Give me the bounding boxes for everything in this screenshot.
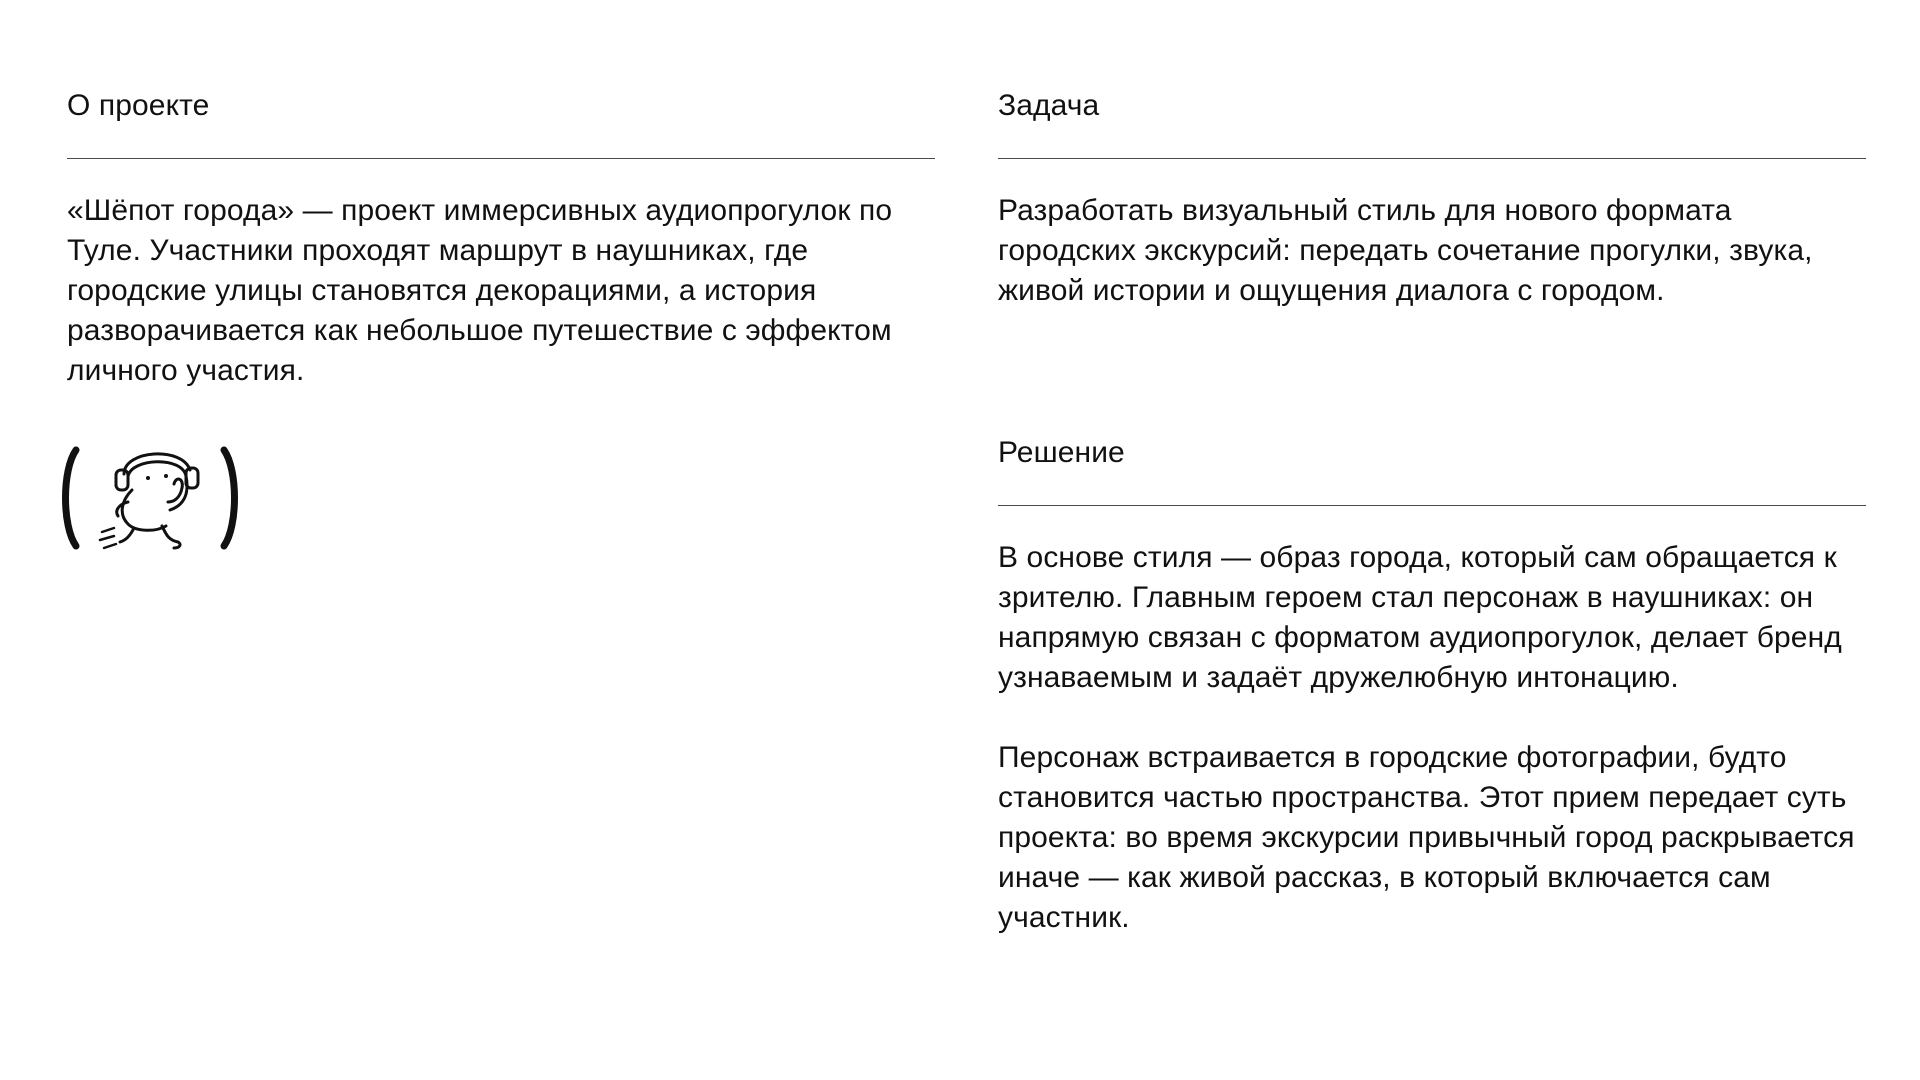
about-divider: [67, 158, 935, 159]
solution-title: Решение: [998, 436, 1125, 469]
about-title: О проекте: [67, 89, 210, 122]
solution-divider: [998, 505, 1866, 506]
task-divider: [998, 158, 1866, 159]
about-text: «Шёпот города» — проект иммерсивных аудиопрогулок по Туле. Участники проходят маршрут в наушниках, где городские улицы становятся декорациями, а история разворачивается как небольшое путешествие с эффектом личного участия.: [67, 194, 893, 387]
solution-paragraph-1: В основе стиля — образ города, который сам обращается к зрителю. Главным героем стал персонаж в наушниках: он напрямую связан с форматом аудиопрогулок, делает бренд узнаваемым и задаёт дружелюбную интонацию.: [998, 541, 1842, 694]
solution-section: [998, 433, 1866, 938]
headphone-character-logo-icon: [62, 440, 238, 556]
solution-paragraph-2: Персонаж встраивается в городские фотографии, будто становится частью пространства. Этот прием передает суть проекта: во время экскурсии привычный город раскрывается иначе — как живой рассказ, в который включается сам участник.: [998, 741, 1855, 934]
task-text: Разработать визуальный стиль для нового формата городских экскурсий: передать сочетание прогулки, звука, живой истории и ощущения диалога с городом.: [998, 194, 1813, 307]
task-title: Задача: [998, 89, 1100, 122]
about-section: [67, 86, 935, 391]
task-section: [998, 86, 1866, 311]
